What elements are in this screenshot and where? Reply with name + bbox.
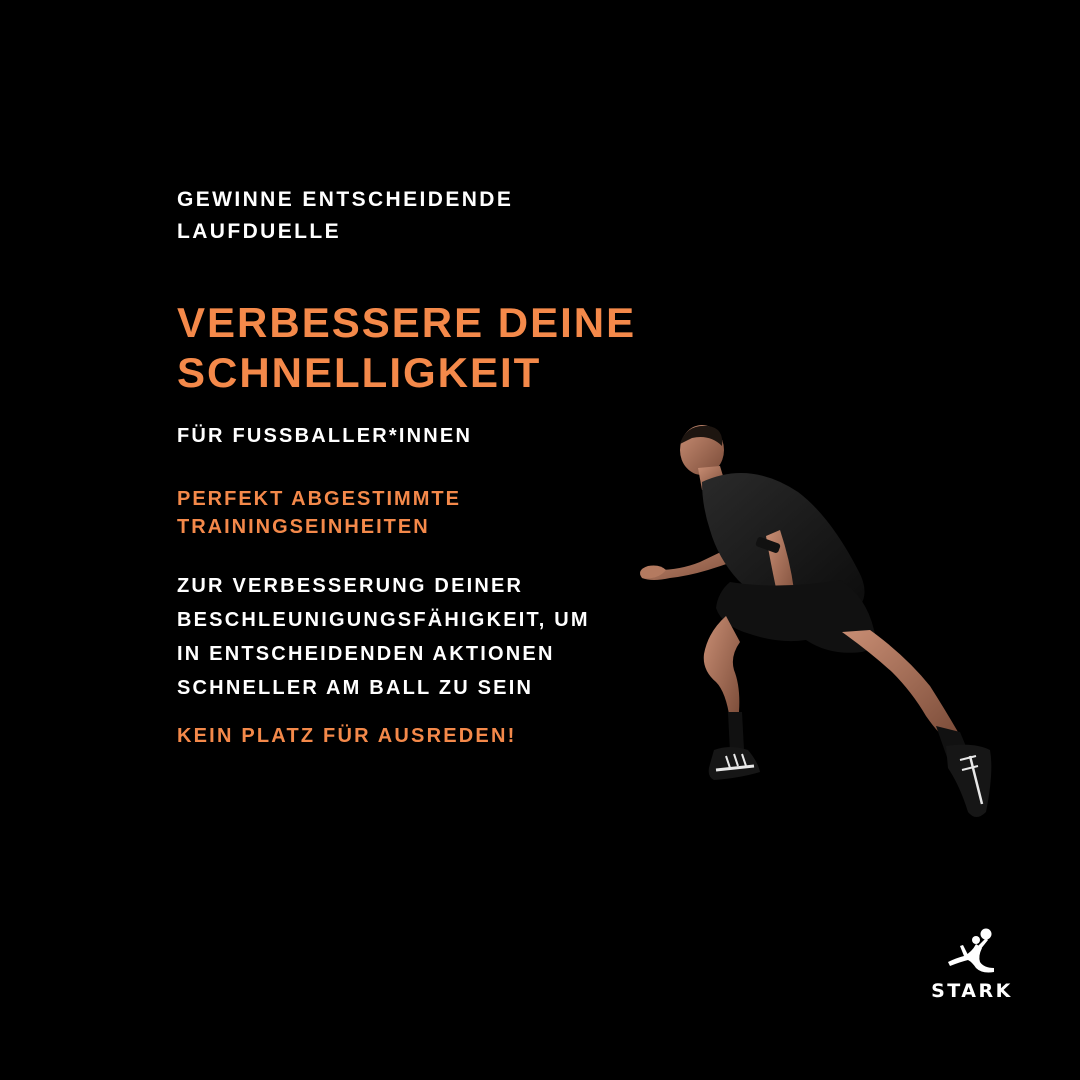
body-text bbox=[177, 569, 590, 705]
cta-text: KEIN PLATZ FÜR AUSREDEN! bbox=[177, 725, 517, 747]
headline bbox=[177, 298, 636, 398]
logo-text: STARK bbox=[931, 980, 1013, 1002]
highlight-text bbox=[177, 485, 461, 541]
body-line-1: ZUR VERBESSERUNG DEINER bbox=[177, 575, 524, 597]
body-line-3: IN ENTSCHEIDENDEN AKTIONEN bbox=[177, 643, 555, 665]
sprinting-footballer-image bbox=[630, 420, 1020, 830]
audience-subtitle: FÜR FUSSBALLER*INNEN bbox=[177, 425, 473, 447]
stark-logo bbox=[924, 928, 1020, 1002]
body-line-4: SCHNELLER AM BALL ZU SEIN bbox=[177, 677, 534, 699]
bicycle-kick-player-icon bbox=[942, 928, 1002, 978]
headline-line-2: SCHNELLIGKEIT bbox=[177, 349, 542, 396]
eyebrow-text bbox=[177, 184, 513, 248]
eyebrow-line-2: LAUFDUELLE bbox=[177, 220, 341, 243]
body-line-2: BESCHLEUNIGUNGSFÄHIGKEIT, UM bbox=[177, 609, 590, 631]
highlight-line-1: PERFEKT ABGESTIMMTE bbox=[177, 488, 461, 510]
highlight-line-2: TRAININGSEINHEITEN bbox=[177, 516, 430, 538]
eyebrow-line-1: GEWINNE ENTSCHEIDENDE bbox=[177, 188, 514, 211]
headline-line-1: VERBESSERE DEINE bbox=[177, 299, 637, 346]
